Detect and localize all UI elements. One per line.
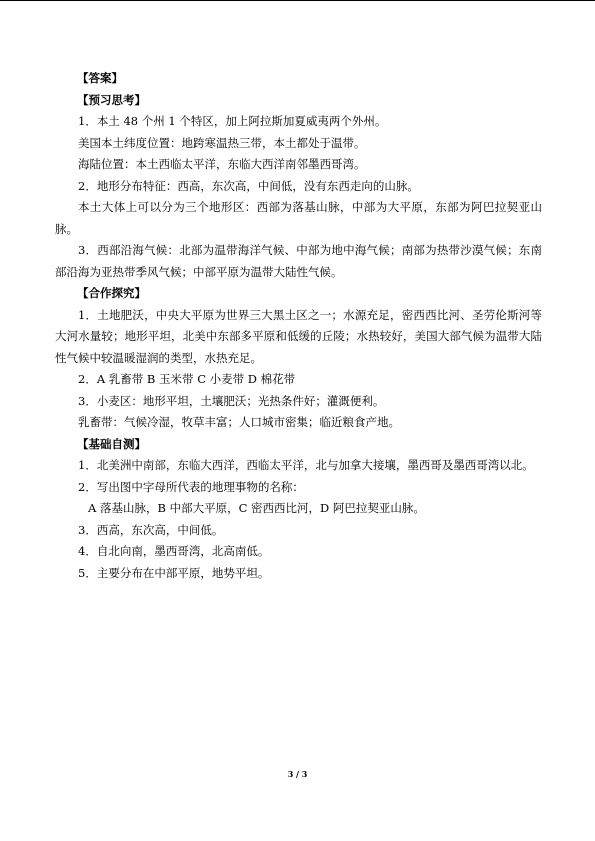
cooperation-paragraph: 乳畜带：气候冷湿，牧草丰富；人口城市密集；临近粮食产地。 — [78, 415, 400, 429]
self-test-paragraph: 4．自北向南，墨西哥湾，北高南低。 — [78, 544, 270, 558]
preview-paragraph: 2．地形分布特征：西高，东次高，中间低，没有东西走向的山脉。 — [78, 178, 419, 193]
cooperation-paragraph: 3．小麦区：地形平坦，土壤肥沃；光热条件好；灌溉便利。 — [78, 393, 385, 408]
cooperation-paragraph: 1．土地肥沃，中央大平原为世界三大黑土区之一；水源充足，密西西比河、圣劳伦斯河等大河水量较；地形平坦，北美中东部多平原和低缓的丘陵；水热较好，美国大部气候为温带大陆性气候中较温暖湿润的类型，水热充足。 — [55, 307, 542, 365]
answer-title: 【答案】 — [77, 71, 123, 85]
cooperation-section-title: 【合作探究】 — [77, 286, 146, 300]
self-test-section-title: 【基础自测】 — [77, 436, 146, 451]
page-number: 3 / 3 — [287, 769, 308, 779]
preview-section-title: 【预习思考】 — [77, 92, 146, 107]
answer-document — [55, 68, 542, 584]
self-test-paragraph: A 落基山脉，B 中部大平原，C 密西西比河，D 阿巴拉契亚山脉。 — [88, 501, 425, 515]
preview-paragraph: 1．本土 48 个州 1 个特区，加上阿拉斯加夏威夷两个外州。 — [78, 114, 387, 128]
self-test-paragraph: 1．北美洲中南部，东临大西洋，西临太平洋，北与加拿大接壤，墨西哥及墨西哥湾以北。 — [78, 458, 534, 472]
preview-paragraph: 海陆位置：本土西临太平洋，东临大西洋南邻墨西哥湾。 — [78, 157, 366, 171]
header-rule — [0, 0, 595, 1]
self-test-paragraph: 2．写出图中字母所代表的地理事物的名称： — [78, 479, 304, 494]
preview-paragraph: 3．西部沿海气候：北部为温带海洋气候、中部为地中海气候；南部为热带沙漠气候；东南部沿海为亚热带季风气候；中部平原为温带大陆性气候。 — [55, 243, 542, 279]
preview-paragraph: 美国本土纬度位置：地跨寒温热三带，本土都处于温带。 — [78, 135, 366, 150]
preview-paragraph: 本土大体上可以分为三个地形区：西部为落基山脉，中部为大平原，东部为阿巴拉契亚山脉。 — [55, 200, 542, 236]
self-test-paragraph: 3．西高，东次高，中间低。 — [78, 522, 224, 537]
cooperation-paragraph: 2．A 乳畜带 B 玉米带 C 小麦带 D 棉花带 — [78, 372, 296, 386]
self-test-paragraph: 5．主要分布在中部平原，地势平坦。 — [78, 565, 270, 580]
